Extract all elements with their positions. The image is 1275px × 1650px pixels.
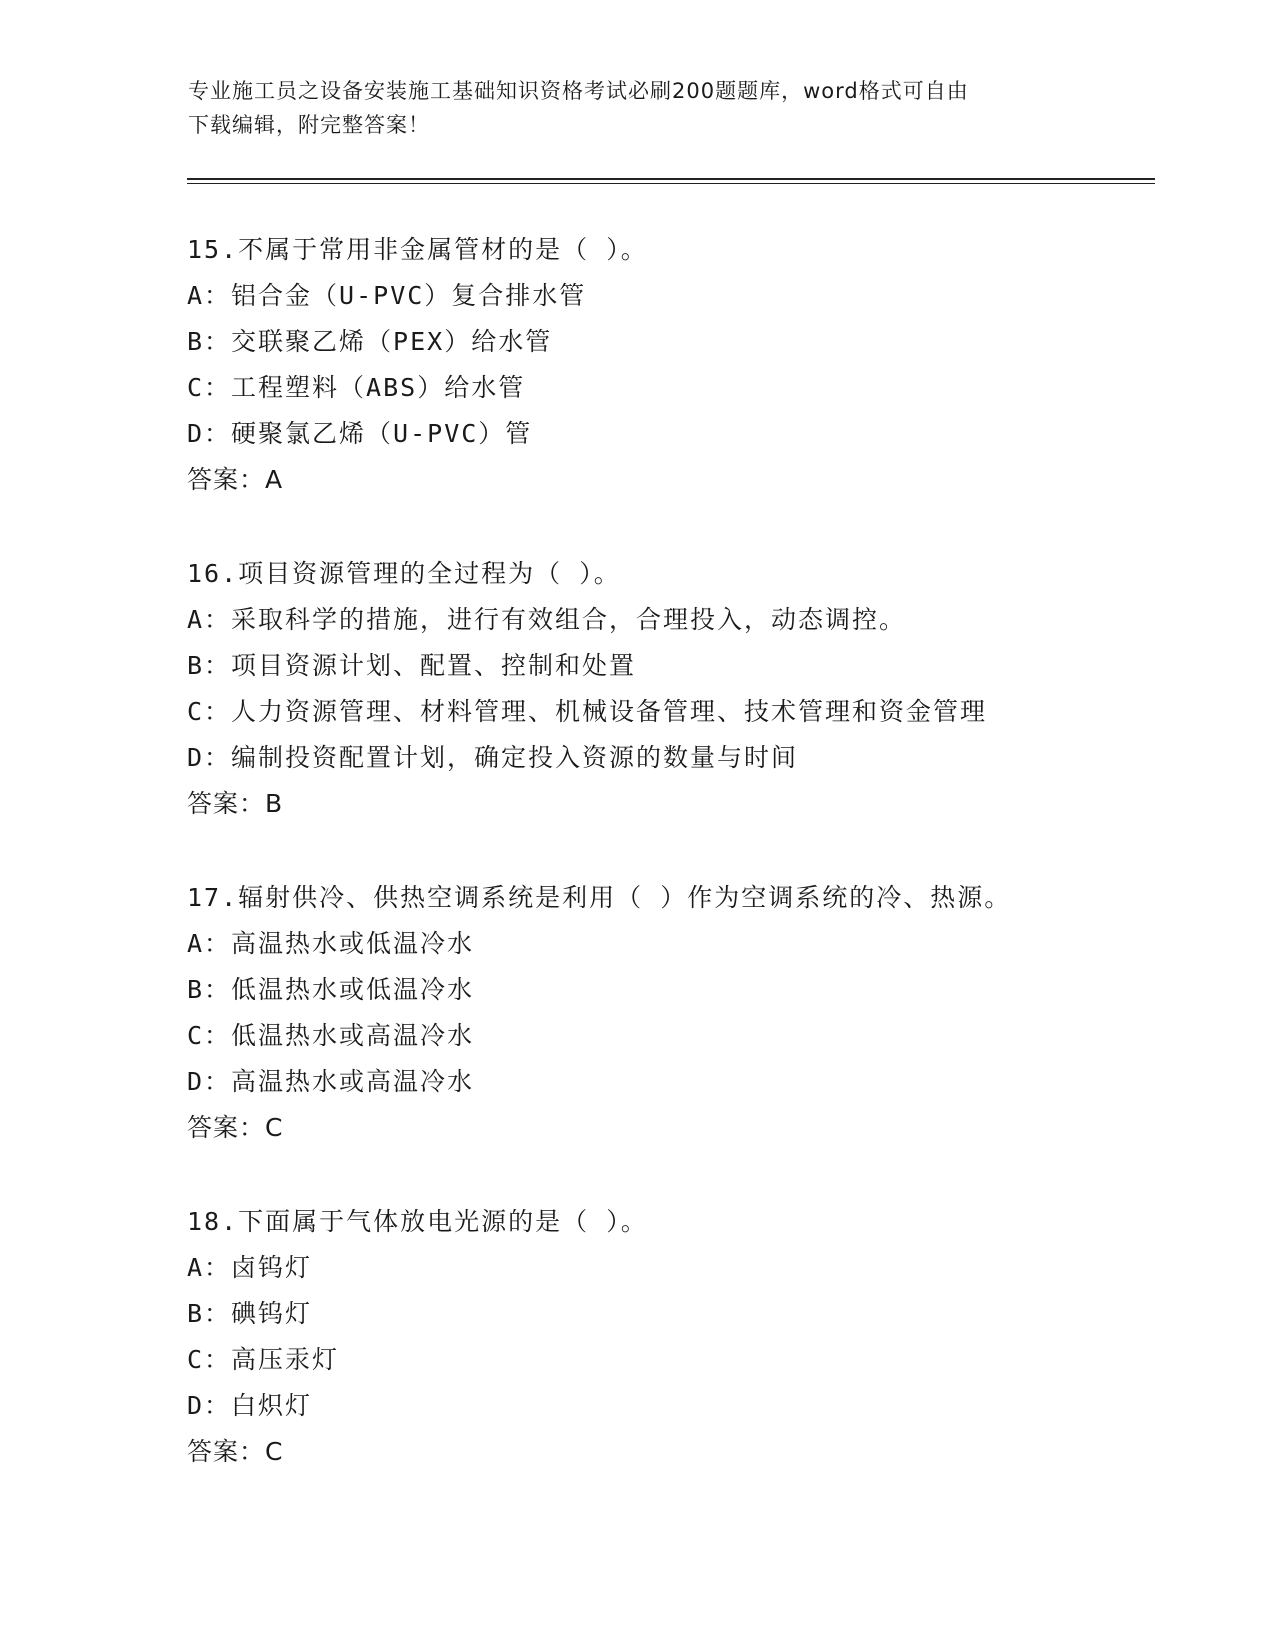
question-17 (187, 875, 1147, 1151)
header-line-1: 专业施工员之设备安装施工基础知识资格考试必刷200题题库，word格式可自由 (188, 79, 969, 103)
question-18 (187, 1199, 1147, 1475)
question-stem: 15.不属于常用非金属管材的是（ ）。 (187, 235, 648, 264)
answer-line: 答案：A (187, 465, 284, 494)
option-c: C：高压汞灯 (187, 1345, 340, 1374)
option-a: A：高温热水或低温冷水 (187, 929, 475, 958)
question-stem: 17.辐射供冷、供热空调系统是利用（ ）作为空调系统的冷、热源。 (187, 883, 1012, 912)
option-d: D：白炽灯 (187, 1391, 313, 1420)
question-stem: 16.项目资源管理的全过程为（ ）。 (187, 559, 621, 588)
answer-line: 答案：C (187, 1113, 284, 1142)
answer-line: 答案：B (187, 789, 284, 818)
option-c: C：工程塑料（ABS）给水管 (187, 373, 526, 402)
option-a: A：采取科学的措施，进行有效组合，合理投入，动态调控。 (187, 605, 907, 634)
answer-line: 答案：C (187, 1437, 284, 1466)
question-16 (187, 551, 1147, 827)
option-d: D：编制投资配置计划，确定投入资源的数量与时间 (187, 743, 799, 772)
question-15 (187, 227, 1147, 503)
header-divider-thin (187, 183, 1155, 184)
option-d: D：高温热水或高温冷水 (187, 1067, 475, 1096)
header-divider-thick (187, 178, 1155, 180)
option-b: B：项目资源计划、配置、控制和处置 (187, 651, 637, 680)
question-stem: 18.下面属于气体放电光源的是（ ）。 (187, 1207, 648, 1236)
option-c: C：低温热水或高温冷水 (187, 1021, 475, 1050)
document-header (188, 74, 1088, 142)
option-b: B：低温热水或低温冷水 (187, 975, 475, 1004)
option-a: A：铝合金（U-PVC）复合排水管 (187, 281, 587, 310)
option-b: B：碘钨灯 (187, 1299, 313, 1328)
option-c: C：人力资源管理、材料管理、机械设备管理、技术管理和资金管理 (187, 697, 988, 726)
header-line-2: 下载编辑，附完整答案！ (188, 113, 430, 137)
option-a: A：卤钨灯 (187, 1253, 313, 1282)
option-b: B：交联聚乙烯（PEX）给水管 (187, 327, 553, 356)
option-d: D：硬聚氯乙烯（U-PVC）管 (187, 419, 533, 448)
